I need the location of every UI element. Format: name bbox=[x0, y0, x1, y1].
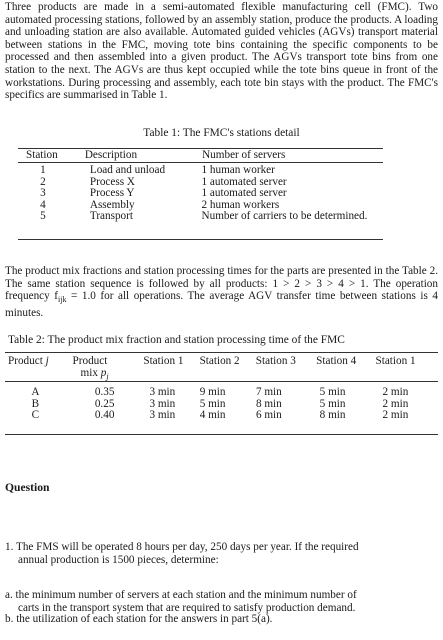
table2-cell-product: B bbox=[31, 397, 40, 410]
table2-cell-time: 5 min bbox=[199, 397, 226, 410]
table1-cell: Process X bbox=[89, 175, 135, 188]
table1-cell: 3 bbox=[40, 187, 46, 200]
table1-cell: Transport bbox=[89, 210, 133, 223]
table-row bbox=[8, 387, 438, 399]
table2-top-rule bbox=[5, 352, 438, 353]
question-1b: b. the utilization of each station for the answers in part 5(a). bbox=[5, 613, 273, 625]
table1-caption: Table 1: The FMC's stations detail bbox=[143, 127, 300, 139]
table-row bbox=[18, 211, 383, 223]
table1-top-rule bbox=[18, 148, 383, 149]
table1-header-servers: Number of servers bbox=[202, 149, 286, 161]
table1-cell: Number of carriers to be determined. bbox=[201, 210, 368, 223]
table2-header-mix-sub: j bbox=[106, 371, 109, 381]
table2-cell-time: 5 min bbox=[319, 397, 346, 410]
table2-cell-time: 2 min bbox=[382, 409, 409, 422]
table2-cell-mix: 0.35 bbox=[94, 386, 115, 398]
table2-cell-time: 6 min bbox=[255, 409, 282, 422]
table2-cell-mix: 0.25 bbox=[94, 397, 115, 410]
table2-cell-time: 3 min bbox=[149, 386, 176, 398]
table1-cell: Load and unload bbox=[89, 164, 166, 176]
table2-body bbox=[8, 387, 438, 422]
question-1 bbox=[5, 541, 438, 566]
table2-cell-time: 8 min bbox=[319, 409, 346, 422]
question-1-line1: 1. The FMS will be operated 8 hours per day, 250 days per year. If the required bbox=[5, 541, 359, 553]
table2-cell-time: 9 min bbox=[199, 386, 226, 398]
table1-body bbox=[18, 165, 383, 223]
mix-paragraph bbox=[5, 265, 438, 320]
table2-header-rule bbox=[5, 381, 438, 382]
table2-caption: Table 2: The product mix fraction and station processing time of the FMC bbox=[8, 334, 345, 346]
table2-cell-product: C bbox=[31, 409, 40, 422]
table2-header-station: Station 3 bbox=[255, 355, 296, 367]
table1-cell: 4 bbox=[40, 198, 46, 211]
table1-cell: 5 bbox=[40, 210, 46, 223]
table1-cell: 2 bbox=[40, 175, 46, 188]
table1-header-rule bbox=[18, 162, 383, 163]
table1-bottom-rule bbox=[18, 239, 383, 240]
table2-cell-time: 4 min bbox=[199, 409, 226, 422]
table2-header-station: Station 1 bbox=[375, 355, 416, 367]
question-1a bbox=[5, 589, 438, 614]
question-1a-line2: carts in the transport system that are required to satisfy production demand. bbox=[18, 601, 356, 614]
table1-header-description: Description bbox=[84, 149, 138, 161]
table2-cell-time: 7 min bbox=[255, 386, 282, 398]
table1-cell: Process Y bbox=[89, 187, 135, 200]
table2-cell-time: 5 min bbox=[319, 386, 346, 398]
question-1a-line1: a. the minimum number of servers at each station and the minimum number of bbox=[5, 589, 357, 601]
table2-cell-mix: 0.40 bbox=[94, 409, 115, 422]
table2-bottom-rule bbox=[5, 434, 438, 435]
table-row bbox=[18, 177, 383, 189]
mix-paragraph-end: = 1.0 for all operations. The average AGV transfer time between stations is 4 minutes. bbox=[5, 290, 438, 320]
table1-header bbox=[18, 150, 383, 162]
table2-cell-time: 2 min bbox=[382, 386, 409, 398]
table1-cell: 1 automated server bbox=[201, 175, 287, 188]
table2-cell-time: 8 min bbox=[255, 397, 282, 410]
table2-cell-time: 3 min bbox=[149, 397, 176, 410]
table2-header-mix-p: p bbox=[100, 366, 107, 379]
table1-cell: 1 human worker bbox=[201, 164, 275, 176]
table2-header-product bbox=[8, 356, 73, 368]
table2-header-station: Station 2 bbox=[199, 355, 240, 367]
mix-paragraph-text: The product mix fractions and station processing times for the parts are presented in the Table 2. The same station sequence is followed by all products: 1 > 2 > 3 > 4 > 1. The operation frequency f bbox=[5, 265, 438, 303]
table1-cell: 1 bbox=[40, 164, 46, 176]
table1-cell: 2 human workers bbox=[201, 198, 280, 211]
table2-header-product-text: Product bbox=[8, 355, 46, 367]
table2-header-station: Station 1 bbox=[143, 355, 184, 367]
table2-header bbox=[8, 356, 438, 382]
question-heading: Question bbox=[5, 481, 50, 494]
table1-header-station: Station bbox=[26, 149, 58, 161]
table1-cell: Assembly bbox=[89, 198, 135, 211]
intro-paragraph: Three products are made in a semi-automated flexible manufacturing cell (FMC). Two automated processing stations, followed by an assembly station, produce the products. A loading and unloading station are also available. Automated guided vehicles (AGVs) transport material between stations in the FMC, moving tote bins containing the specific components to be processed and then assembled into a given product. The AGVs transport tote bins from one station to the next. The AGVs are thus kept occupied while the tote bins queue in front of the workstations. During processing and assembly, each tote bin stays with the product. The FMC's specifics are summarised in Table 1. bbox=[5, 1, 438, 102]
table2-header-product-j: j bbox=[45, 355, 49, 367]
table2-cell-time: 3 min bbox=[149, 409, 176, 422]
question-1-line2: annual production is 1500 pieces, determine: bbox=[18, 553, 219, 566]
table-row bbox=[18, 165, 383, 177]
table1-cell: 1 automated server bbox=[201, 187, 287, 200]
table-row bbox=[18, 188, 383, 200]
table2-cell-product: A bbox=[31, 386, 40, 398]
mix-paragraph-subscript: ijk bbox=[58, 295, 67, 305]
table-row bbox=[8, 410, 438, 422]
table2-cell-time: 2 min bbox=[382, 397, 409, 410]
table2-header-mix-line2-text: mix bbox=[80, 366, 101, 379]
table2-header-station: Station 4 bbox=[316, 355, 357, 367]
table2-header-mix-text: Product bbox=[72, 355, 108, 367]
